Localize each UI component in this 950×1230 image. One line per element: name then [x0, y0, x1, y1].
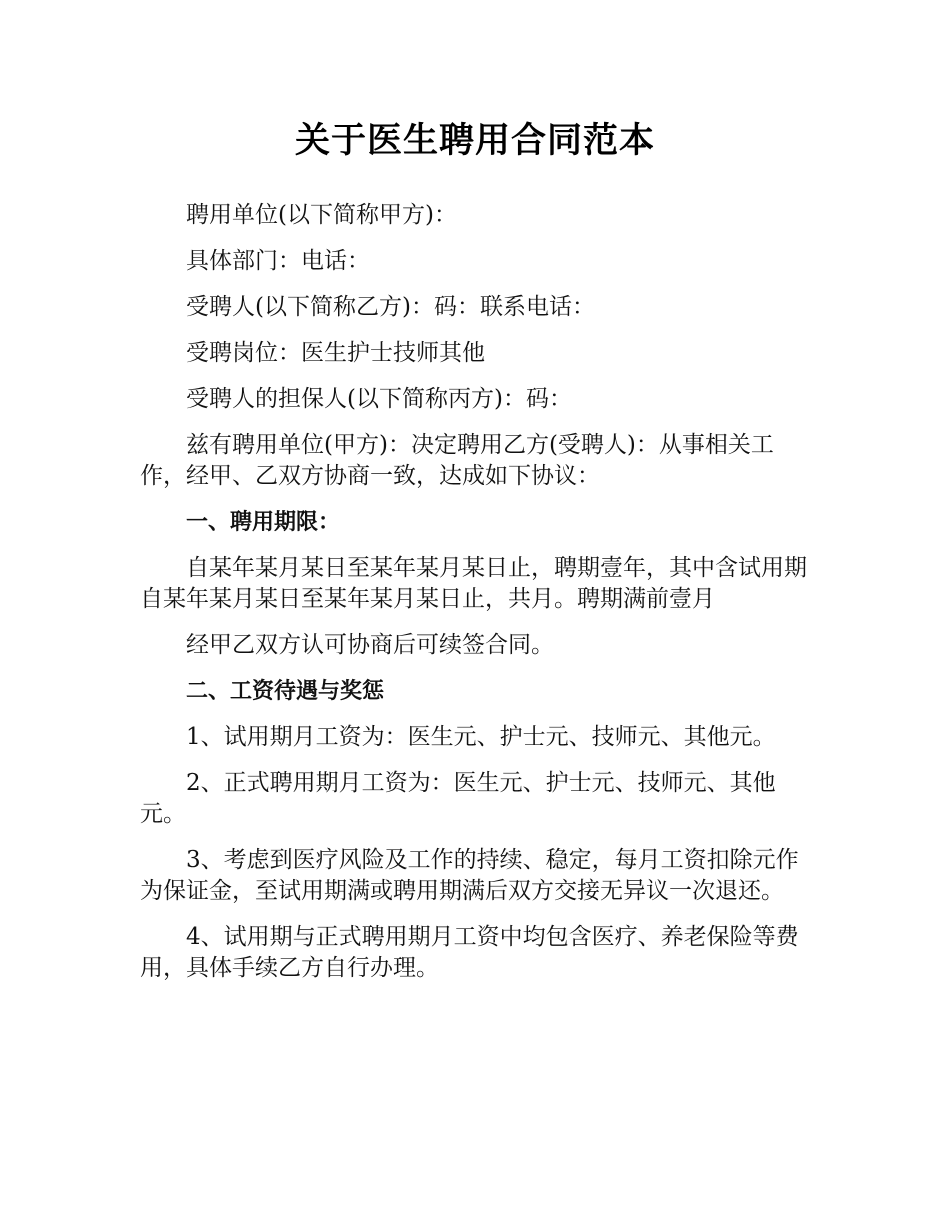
- document-body: [140, 200, 812, 999]
- guarantor-line: 受聘人的担保人(以下简称丙方)：码：: [186, 386, 572, 412]
- term-paragraph: 自某年某月某日至某年某月某日止，聘期壹年，其中含试用期自某年某月某日至某年某月某日止，共月。聘期满前壹月: [140, 555, 807, 612]
- renewal-paragraph: 经甲乙双方认可协商后可续签合同。: [186, 632, 554, 658]
- department-line: 具体部门：电话：: [186, 248, 370, 274]
- employer-line: 聘用单位(以下简称甲方)：: [186, 202, 457, 228]
- position-line: 受聘岗位：医生护士技师其他: [186, 340, 485, 366]
- section-heading-term: 一、聘用期限：: [186, 510, 341, 535]
- document-title: 关于医生聘用合同范本: [294, 121, 655, 161]
- salary-item-2: 2、正式聘用期月工资为：医生元、护士元、技师元、其他元。: [140, 770, 776, 827]
- salary-item-4: 4、试用期与正式聘用期月工资中均包含医疗、养老保险等费用，具体手续乙方自行办理。: [140, 924, 799, 981]
- agreement-intro: 兹有聘用单位(甲方)：决定聘用乙方(受聘人)：从事相关工作，经甲、乙双方协商一致，达成如下协议：: [140, 432, 774, 489]
- section-heading-salary: 二、工资待遇与奖惩: [186, 679, 385, 704]
- salary-item-3: 3、考虑到医疗风险及工作的持续、稳定，每月工资扣除元作为保证金，至试用期满或聘用期满后双方交接无异议一次退还。: [140, 847, 799, 904]
- salary-item-1: 1、试用期月工资为：医生元、护士元、技师元、其他元。: [186, 724, 776, 750]
- employee-line: 受聘人(以下简称乙方)：码：联系电话：: [186, 294, 595, 320]
